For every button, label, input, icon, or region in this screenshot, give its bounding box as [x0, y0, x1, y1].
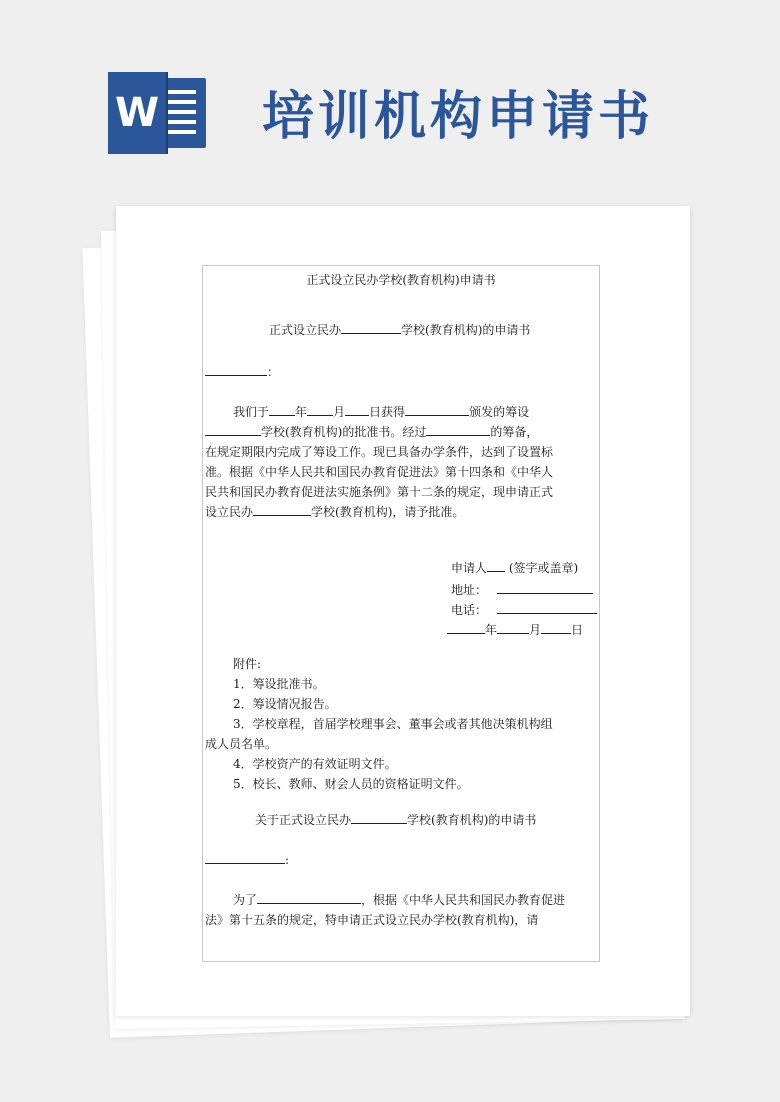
second-body-line-2: 法》第十五条的规定，特申请正式设立民办学校(教育机构)，请 — [205, 913, 539, 927]
body-line-5: 民共和国民办教育促进法实施条例》第十二条的规定，现申请正式 — [205, 485, 554, 499]
banner-title: 培训机构申请书 — [262, 87, 655, 147]
date-line: 年 月 日 — [447, 620, 583, 640]
document-subtitle — [269, 320, 530, 340]
body-line-1: 我们于 年 月 日获得 颁发的筹设 — [233, 405, 530, 419]
phone-line: 电话： — [451, 600, 597, 620]
attachment-item: 2．筹设情况报告。 — [233, 697, 337, 711]
subtitle-suffix: 学校(教育机构)的申请书 — [401, 323, 531, 337]
second-body-line-1: 为了 ，根据《中华人民共和国民办教育促进 — [233, 893, 566, 907]
applicant-line: 申请人 (签字或盖章) — [451, 561, 579, 575]
document-page — [202, 265, 600, 962]
body-line-4: 准。根据《中华人民共和国民办教育促进法》第十四条和《中华人 — [205, 465, 554, 479]
attachments-label: 附件: — [233, 657, 262, 671]
attachment-item: 3．学校章程，首届学校理事会、董事会或者其他决策机构组 — [233, 717, 553, 731]
salutation-line — [205, 362, 279, 382]
subtitle-prefix: 正式设立民办 — [269, 323, 342, 337]
attachment-item: 成人员名单。 — [205, 737, 278, 751]
body-line-6: 设立民办 学校(教育机构)，请予批准。 — [205, 505, 465, 519]
attachment-item: 4．学校资产的有效证明文件。 — [233, 757, 397, 771]
second-document-title: 关于正式设立民办 学校(教育机构)的申请书 — [255, 813, 537, 827]
body-line-3: 在规定期限内完成了筹设工作。现已具备办学条件，达到了设置标 — [205, 445, 554, 459]
recipient-blank — [205, 363, 267, 376]
document-header-title: 正式设立民办学校(教育机构)申请书 — [306, 273, 496, 287]
second-salutation-line: : — [205, 850, 289, 870]
attachment-item: 1．筹设批准书。 — [233, 677, 325, 691]
body-line-2: 学校(教育机构)的批准书。经过 的筹备， — [205, 422, 538, 442]
salutation-colon: ： — [267, 365, 280, 379]
school-name-blank — [341, 321, 401, 334]
word-logo-letter: W — [108, 72, 166, 154]
address-line: 地址： — [451, 580, 593, 600]
attachment-item: 5．校长、教师、财会人员的资格证明文件。 — [233, 777, 469, 791]
word-logo-icon — [108, 72, 208, 154]
